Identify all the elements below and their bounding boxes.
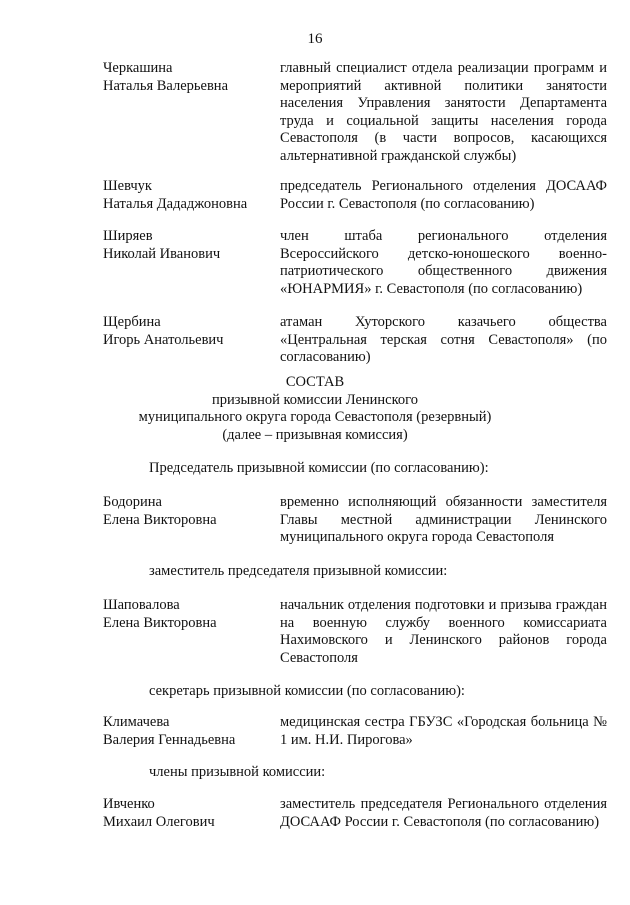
member-given-name: Игорь Анатольевич [103,331,224,348]
chair-given-name: Елена Викторовна [103,511,217,528]
member-name [103,314,280,367]
deputy-given-name: Елена Викторовна [103,614,217,631]
member-given-name: Николай Иванович [103,245,221,262]
chair-name [103,494,280,547]
deputy-heading: заместитель председателя призывной комиссии: [149,563,448,579]
member-entry [103,228,607,298]
member-surname: Ивченко [103,796,155,812]
deputy-role: начальник отделения подготовки и призыва граждан на военную службу военного комиссариата Нахимовского и Ленинского районов города Севастополя [280,597,607,666]
member-entry [103,796,607,831]
member-entry [103,60,607,165]
composition-line: муниципального округа города Севастополя (резервный) [138,409,492,425]
member-name [103,796,280,831]
composition-heading [0,374,630,444]
member-given-name: Наталья Валерьевна [103,77,228,94]
member-role: атаман Хуторского казачьего общества «Центральная терская сотня Севастополя» (по согласованию) [280,314,607,365]
member-surname: Ширяев [103,228,153,244]
member-given-name: Михаил Олегович [103,813,215,830]
member-name [103,178,280,213]
composition-line: призывной комиссии Ленинского [212,391,418,408]
member-role: член штаба регионального отделения Всероссийского детско-юношеского военно-патриотического общественного движения «ЮНАРМИЯ» г. Севастополя (по согласованию) [280,228,607,297]
chair-entry [103,494,607,547]
member-surname: Черкашина [103,60,173,76]
deputy-entry [103,597,607,667]
member-surname: Щербина [103,314,161,330]
deputy-surname: Шаповалова [103,597,180,613]
members-heading: члены призывной комиссии: [149,764,326,780]
secretary-entry [103,714,607,749]
member-name [103,228,280,298]
member-role: заместитель председателя Регионального отделения ДОСААФ России г. Севастополя (по согласованию) [280,796,607,830]
secretary-given-name: Валерия Геннадьевна [103,731,236,748]
member-entry [103,314,607,367]
member-surname: Шевчук [103,178,152,194]
secretary-role: медицинская сестра ГБУЗС «Городская больница № 1 им. Н.И. Пирогова» [280,714,607,748]
member-name [103,60,280,165]
member-role: председатель Регионального отделения ДОСААФ России г. Севастополя (по согласованию) [280,178,607,212]
secretary-surname: Климачева [103,714,170,730]
chair-heading: Председатель призывной комиссии (по согласованию): [149,460,489,476]
secretary-heading: секретарь призывной комиссии (по согласованию): [149,683,465,699]
composition-title: СОСТАВ [285,374,345,390]
member-given-name: Наталья Дададжоновна [103,195,248,212]
member-entry [103,178,607,213]
member-role: главный специалист отдела реализации программ и мероприятий активной политики занятости населения Управления занятости Департамента труда и социальной защиты населения города Севастополя (в части вопросов, касающихся альтернативной гражданской службы) [280,60,607,164]
page-number: 16 [307,31,323,47]
secretary-name [103,714,280,749]
composition-line: (далее – призывная комиссия) [222,426,408,443]
chair-role: временно исполняющий обязанности заместителя Главы местной администрации Ленинского муниципального округа города Севастополя [280,494,607,545]
deputy-name [103,597,280,667]
chair-surname: Бодорина [103,494,162,510]
